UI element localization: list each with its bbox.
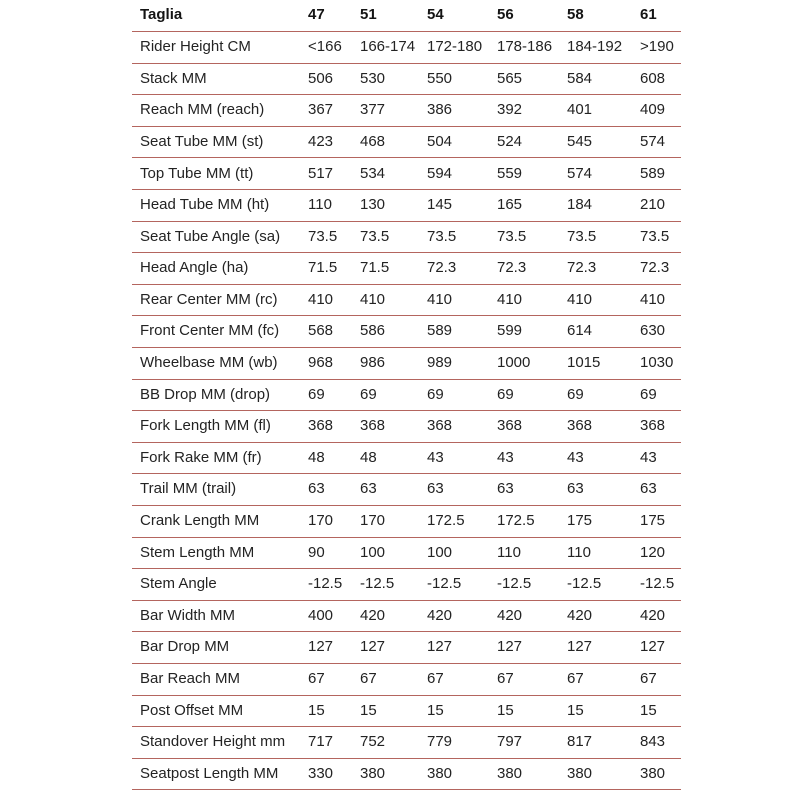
cell-value: 565 xyxy=(489,63,559,95)
row-label: Head Tube MM (ht) xyxy=(132,190,300,222)
cell-value: 1030 xyxy=(632,348,681,380)
row-label: Trail MM (trail) xyxy=(132,474,300,506)
row-label: Stack MM xyxy=(132,63,300,95)
cell-value: 409 xyxy=(632,95,681,127)
cell-value: 63 xyxy=(419,474,489,506)
column-header: 54 xyxy=(419,0,489,32)
cell-value: 72.3 xyxy=(419,253,489,285)
cell-value: 127 xyxy=(419,632,489,664)
cell-value: 43 xyxy=(559,442,632,474)
cell-value: 608 xyxy=(632,63,681,95)
row-label: Post Offset MM xyxy=(132,695,300,727)
cell-value: 172.5 xyxy=(419,506,489,538)
cell-value: 386 xyxy=(419,95,489,127)
cell-value: 368 xyxy=(419,411,489,443)
cell-value: 377 xyxy=(352,95,419,127)
cell-value: 175 xyxy=(559,506,632,538)
row-label: Head Angle (ha) xyxy=(132,253,300,285)
cell-value: 73.5 xyxy=(489,221,559,253)
row-label: Rider Height CM xyxy=(132,32,300,64)
cell-value: 48 xyxy=(300,442,352,474)
row-label: Seat Tube Angle (sa) xyxy=(132,221,300,253)
cell-value: 410 xyxy=(419,284,489,316)
table-row xyxy=(132,695,681,727)
row-label: Fork Rake MM (fr) xyxy=(132,442,300,474)
cell-value: 110 xyxy=(300,190,352,222)
cell-value: 517 xyxy=(300,158,352,190)
cell-value: 843 xyxy=(632,727,681,759)
row-label: Seat Tube MM (st) xyxy=(132,126,300,158)
cell-value: 72.3 xyxy=(559,253,632,285)
cell-value: 717 xyxy=(300,727,352,759)
cell-value: 166-174 xyxy=(352,32,419,64)
cell-value: 504 xyxy=(419,126,489,158)
table-row xyxy=(132,63,681,95)
cell-value: 380 xyxy=(352,758,419,790)
cell-value: 63 xyxy=(489,474,559,506)
cell-value: 380 xyxy=(632,758,681,790)
table-row xyxy=(132,506,681,538)
column-header: 47 xyxy=(300,0,352,32)
table-row xyxy=(132,537,681,569)
cell-value: 127 xyxy=(632,632,681,664)
column-header: 56 xyxy=(489,0,559,32)
cell-value: 130 xyxy=(352,190,419,222)
cell-value: 69 xyxy=(300,379,352,411)
cell-value: -12.5 xyxy=(300,569,352,601)
cell-value: 67 xyxy=(419,663,489,695)
cell-value: 15 xyxy=(352,695,419,727)
row-label: Fork Length MM (fl) xyxy=(132,411,300,443)
row-label: Standover Height mm xyxy=(132,727,300,759)
cell-value: <166 xyxy=(300,32,352,64)
column-header: 61 xyxy=(632,0,681,32)
cell-value: 368 xyxy=(489,411,559,443)
cell-value: 524 xyxy=(489,126,559,158)
cell-value: 127 xyxy=(559,632,632,664)
table-row xyxy=(132,632,681,664)
row-label: BB Drop MM (drop) xyxy=(132,379,300,411)
cell-value: 779 xyxy=(419,727,489,759)
cell-value: 67 xyxy=(352,663,419,695)
cell-value: 401 xyxy=(559,95,632,127)
cell-value: 73.5 xyxy=(632,221,681,253)
cell-value: -12.5 xyxy=(489,569,559,601)
cell-value: 63 xyxy=(352,474,419,506)
table-row xyxy=(132,442,681,474)
cell-value: 165 xyxy=(489,190,559,222)
cell-value: 69 xyxy=(419,379,489,411)
cell-value: 594 xyxy=(419,158,489,190)
cell-value: 586 xyxy=(352,316,419,348)
table-row xyxy=(132,348,681,380)
cell-value: 545 xyxy=(559,126,632,158)
cell-value: 506 xyxy=(300,63,352,95)
row-label: Stem Angle xyxy=(132,569,300,601)
cell-value: 67 xyxy=(632,663,681,695)
row-label: Bar Reach MM xyxy=(132,663,300,695)
table-row xyxy=(132,411,681,443)
bike-geometry-table xyxy=(132,0,681,790)
cell-value: 127 xyxy=(352,632,419,664)
table-head xyxy=(132,0,681,32)
cell-value: 968 xyxy=(300,348,352,380)
cell-value: 90 xyxy=(300,537,352,569)
cell-value: 368 xyxy=(300,411,352,443)
table-row xyxy=(132,569,681,601)
cell-value: 15 xyxy=(419,695,489,727)
table-row xyxy=(132,474,681,506)
cell-value: -12.5 xyxy=(419,569,489,601)
header-size-label: Taglia xyxy=(132,0,300,32)
cell-value: 380 xyxy=(419,758,489,790)
cell-value: 110 xyxy=(559,537,632,569)
cell-value: 43 xyxy=(419,442,489,474)
cell-value: 15 xyxy=(489,695,559,727)
cell-value: 986 xyxy=(352,348,419,380)
cell-value: 614 xyxy=(559,316,632,348)
cell-value: 380 xyxy=(489,758,559,790)
cell-value: 410 xyxy=(489,284,559,316)
cell-value: 599 xyxy=(489,316,559,348)
cell-value: 63 xyxy=(300,474,352,506)
row-label: Top Tube MM (tt) xyxy=(132,158,300,190)
cell-value: 530 xyxy=(352,63,419,95)
cell-value: 145 xyxy=(419,190,489,222)
table-row xyxy=(132,253,681,285)
cell-value: 73.5 xyxy=(559,221,632,253)
cell-value: 534 xyxy=(352,158,419,190)
cell-value: 71.5 xyxy=(352,253,419,285)
cell-value: 48 xyxy=(352,442,419,474)
cell-value: 550 xyxy=(419,63,489,95)
table-row xyxy=(132,95,681,127)
cell-value: 120 xyxy=(632,537,681,569)
table-row xyxy=(132,158,681,190)
row-label: Seatpost Length MM xyxy=(132,758,300,790)
cell-value: >190 xyxy=(632,32,681,64)
table-row xyxy=(132,284,681,316)
table-row xyxy=(132,600,681,632)
cell-value: 67 xyxy=(559,663,632,695)
cell-value: 69 xyxy=(489,379,559,411)
table-body xyxy=(132,32,681,790)
table-row xyxy=(132,379,681,411)
cell-value: 574 xyxy=(632,126,681,158)
cell-value: 630 xyxy=(632,316,681,348)
cell-value: 589 xyxy=(632,158,681,190)
table-row xyxy=(132,663,681,695)
row-label: Rear Center MM (rc) xyxy=(132,284,300,316)
row-label: Reach MM (reach) xyxy=(132,95,300,127)
cell-value: 420 xyxy=(559,600,632,632)
cell-value: 172.5 xyxy=(489,506,559,538)
cell-value: 110 xyxy=(489,537,559,569)
cell-value: 63 xyxy=(559,474,632,506)
cell-value: 127 xyxy=(489,632,559,664)
cell-value: 367 xyxy=(300,95,352,127)
cell-value: 589 xyxy=(419,316,489,348)
cell-value: 67 xyxy=(300,663,352,695)
cell-value: 568 xyxy=(300,316,352,348)
table-row xyxy=(132,221,681,253)
cell-value: 574 xyxy=(559,158,632,190)
cell-value: 73.5 xyxy=(300,221,352,253)
cell-value: 420 xyxy=(632,600,681,632)
cell-value: 69 xyxy=(632,379,681,411)
cell-value: 43 xyxy=(632,442,681,474)
cell-value: 420 xyxy=(419,600,489,632)
table-row xyxy=(132,727,681,759)
table-row xyxy=(132,190,681,222)
column-header: 58 xyxy=(559,0,632,32)
cell-value: 15 xyxy=(300,695,352,727)
cell-value: 559 xyxy=(489,158,559,190)
cell-value: 468 xyxy=(352,126,419,158)
cell-value: 752 xyxy=(352,727,419,759)
cell-value: 184 xyxy=(559,190,632,222)
cell-value: -12.5 xyxy=(559,569,632,601)
cell-value: 392 xyxy=(489,95,559,127)
cell-value: 172-180 xyxy=(419,32,489,64)
cell-value: -12.5 xyxy=(352,569,419,601)
cell-value: 420 xyxy=(352,600,419,632)
row-label: Crank Length MM xyxy=(132,506,300,538)
cell-value: 170 xyxy=(352,506,419,538)
cell-value: 69 xyxy=(559,379,632,411)
cell-value: 175 xyxy=(632,506,681,538)
cell-value: 210 xyxy=(632,190,681,222)
cell-value: 67 xyxy=(489,663,559,695)
cell-value: 817 xyxy=(559,727,632,759)
cell-value: 420 xyxy=(489,600,559,632)
cell-value: 410 xyxy=(559,284,632,316)
cell-value: 69 xyxy=(352,379,419,411)
cell-value: 380 xyxy=(559,758,632,790)
cell-value: 15 xyxy=(559,695,632,727)
cell-value: -12.5 xyxy=(632,569,681,601)
cell-value: 410 xyxy=(300,284,352,316)
cell-value: 184-192 xyxy=(559,32,632,64)
cell-value: 1000 xyxy=(489,348,559,380)
row-label: Stem Length MM xyxy=(132,537,300,569)
cell-value: 72.3 xyxy=(489,253,559,285)
cell-value: 584 xyxy=(559,63,632,95)
cell-value: 410 xyxy=(352,284,419,316)
cell-value: 797 xyxy=(489,727,559,759)
row-label: Wheelbase MM (wb) xyxy=(132,348,300,380)
cell-value: 73.5 xyxy=(352,221,419,253)
cell-value: 72.3 xyxy=(632,253,681,285)
cell-value: 127 xyxy=(300,632,352,664)
table-header-row xyxy=(132,0,681,32)
row-label: Bar Width MM xyxy=(132,600,300,632)
cell-value: 100 xyxy=(419,537,489,569)
cell-value: 178-186 xyxy=(489,32,559,64)
cell-value: 423 xyxy=(300,126,352,158)
cell-value: 15 xyxy=(632,695,681,727)
cell-value: 368 xyxy=(632,411,681,443)
table-row xyxy=(132,32,681,64)
cell-value: 330 xyxy=(300,758,352,790)
cell-value: 63 xyxy=(632,474,681,506)
cell-value: 368 xyxy=(559,411,632,443)
table-row xyxy=(132,758,681,790)
cell-value: 1015 xyxy=(559,348,632,380)
cell-value: 71.5 xyxy=(300,253,352,285)
row-label: Bar Drop MM xyxy=(132,632,300,664)
cell-value: 170 xyxy=(300,506,352,538)
column-header: 51 xyxy=(352,0,419,32)
table-row xyxy=(132,126,681,158)
row-label: Front Center MM (fc) xyxy=(132,316,300,348)
table-row xyxy=(132,316,681,348)
cell-value: 400 xyxy=(300,600,352,632)
cell-value: 410 xyxy=(632,284,681,316)
cell-value: 43 xyxy=(489,442,559,474)
cell-value: 368 xyxy=(352,411,419,443)
cell-value: 989 xyxy=(419,348,489,380)
cell-value: 100 xyxy=(352,537,419,569)
cell-value: 73.5 xyxy=(419,221,489,253)
